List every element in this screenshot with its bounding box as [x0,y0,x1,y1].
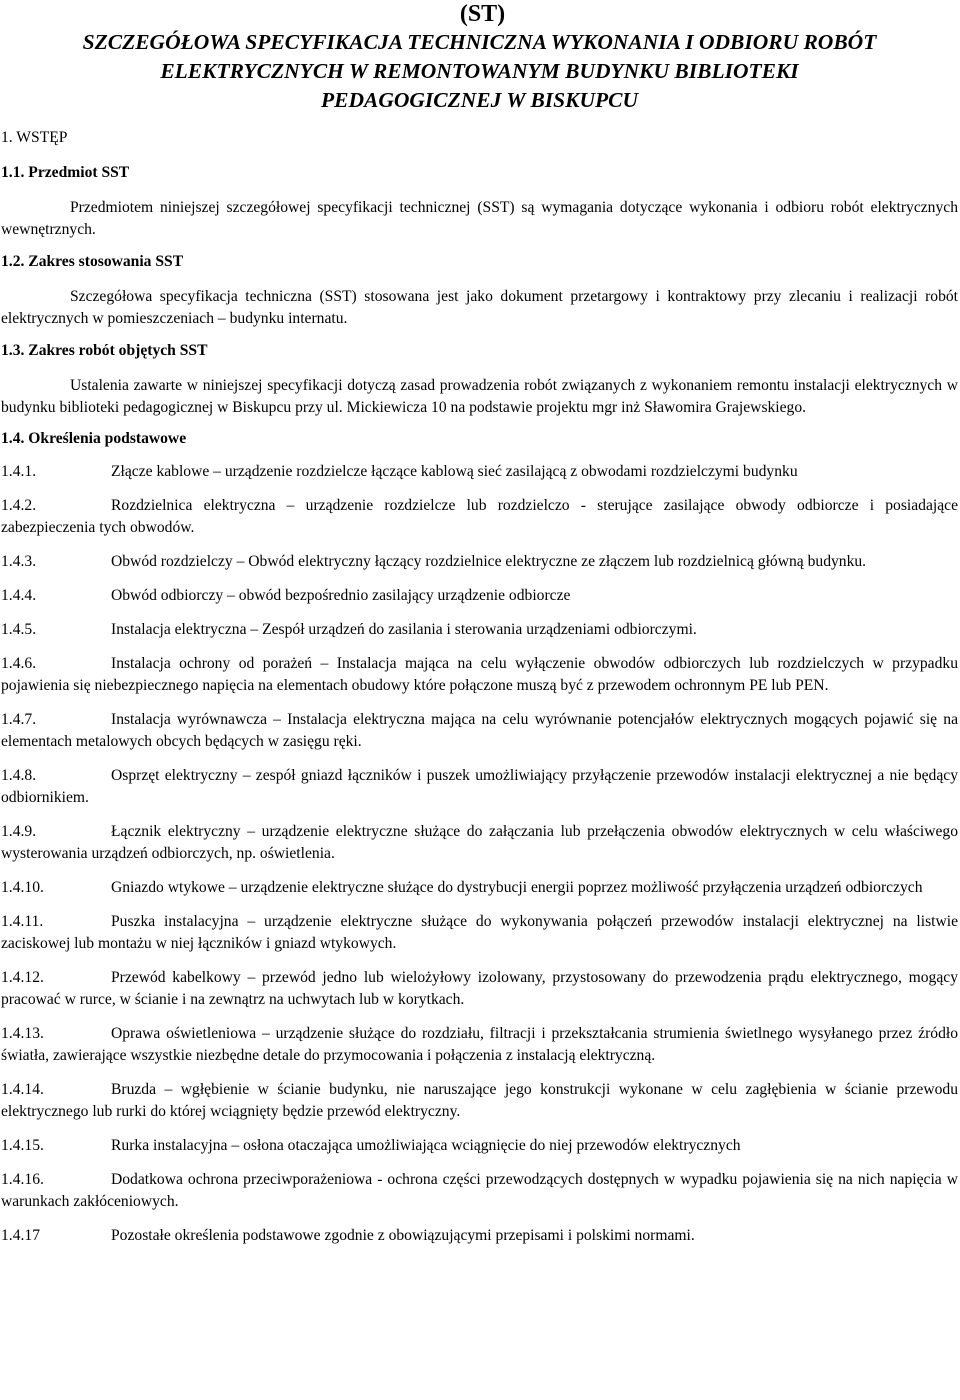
definition-item [1,495,958,539]
definition-number: 1.4.10. [1,879,44,896]
definition-text: Złącze kablowe – urządzenie rozdzielcze łączące kablową sieć zasilającą z obwodami rozdzielczymi budynku [111,463,798,480]
definition-item [1,461,958,483]
paragraph-1-2: Szczegółowa specyfikacja techniczna (SST) stosowana jest jako dokument przetargowy i kontraktowy przy zlecaniu i realizacji robót elektrycznych w pomieszczeniach – budynku internatu. [1,288,958,327]
definition-text: Instalacja wyrównawcza – Instalacja elektryczna mająca na celu wyrównanie potencjałów elektrycznych mogących pojawić się na elementach metalowych obcych będących w zasięgu ręki. [1,711,958,750]
definition-text: Gniazdo wtykowe – urządzenie elektryczne służące do dystrybucji energii poprzez możliwość przyłączenia urządzeń odbiorczych [111,879,923,896]
title-line-3: PEDAGOGICZNEJ W BISKUPCU [321,88,638,112]
definition-text: Rurka instalacyjna – osłona otaczająca umożliwiająca wciągnięcie do niej przewodów elektrycznych [111,1137,741,1154]
definition-text: Łącznik elektryczny – urządzenie elektryczne służące do załączania lub przełączenia obwodów elektrycznych w celu właściwego wysterowania urządzeń odbiorczych, np. oświetlenia. [1,823,958,862]
heading-1-1: 1.1. Przedmiot SST [1,164,130,181]
definition-item [1,877,958,899]
spec-code: (ST) [459,1,506,27]
definition-item [1,967,958,1011]
definition-item [1,585,958,607]
definition-text: Obwód odbiorczy – obwód bezpośrednio zasilający urządzenie odbiorcze [111,587,571,604]
definition-number: 1.4.12. [1,969,44,986]
definition-number: 1.4.7. [1,711,37,728]
definition-number: 1.4.9. [1,823,37,840]
definition-item [1,551,958,573]
definition-number: 1.4.5. [1,621,37,638]
definition-item [1,1135,958,1157]
title-line-2: ELEKTRYCZNYCH W REMONTOWANYM BUDYNKU BIBLIOTEKI [160,59,799,83]
heading-1-4: 1.4. Określenia podstawowe [1,430,187,447]
definition-item [1,821,958,865]
document-title [1,28,958,115]
definition-item [1,709,958,753]
definition-text: Rozdzielnica elektryczna – urządzenie rozdzielcze lub rozdzielczo - sterujące zasilające obwody odbiorcze i posiadające zabezpieczenia tych obwodów. [1,497,958,536]
definition-number: 1.4.14. [1,1081,44,1098]
heading-1-2: 1.2. Zakres stosowania SST [1,253,184,270]
definition-number: 1.4.6. [1,655,37,672]
definition-item [1,911,958,955]
definition-number: 1.4.3. [1,553,37,570]
definition-text: Bruzda – wgłębienie w ścianie budynku, nie naruszające jego konstrukcji wykonane w celu zagłębienia w ścianie przewodu elektrycznego lub rurki do której wciągnięty będzie przewód elektryczny. [1,1081,958,1120]
definition-text: Puszka instalacyjna – urządzenie elektryczne służące do wykonywania połączeń przewodów instalacji elektrycznej na listwie zaciskowej lub montażu w niej łączników i gniazd wtykowych. [1,913,958,952]
definition-number: 1.4.16. [1,1171,44,1188]
definition-number: 1.4.15. [1,1137,44,1154]
definition-text: Oprawa oświetleniowa – urządzenie służące do rozdziału, filtracji i przekształcania strumienia świetlnego wysyłanego przez źródło światła, zawierające wszystkie niezbędne detale do przymocowania i połączenia z instalacją elektryczną. [1,1025,958,1064]
definition-item [1,1169,958,1213]
definition-text: Instalacja ochrony od porażeń – Instalacja mająca na celu wyłączenie obwodów odbiorczych lub rozdzielczych w przypadku pojawienia się niebezpiecznego napięcia na elementach obudowy które połączone muszą być z przewodem ochronnym PE lub PEN. [1,655,958,694]
definitions-list [1,461,958,1247]
definition-text: Pozostałe określenia podstawowe zgodnie z obowiązującymi przepisami i polskimi normami. [111,1227,695,1244]
heading-1-3: 1.3. Zakres robót objętych SST [1,342,208,359]
definition-number: 1.4.8. [1,767,37,784]
definition-number: 1.4.17 [1,1227,40,1244]
definition-item [1,1079,958,1123]
definition-item [1,1225,958,1247]
definition-item [1,765,958,809]
definition-number: 1.4.4. [1,587,37,604]
definition-text: Dodatkowa ochrona przeciwporażeniowa - ochrona części przewodzących dostępnych w wypadku pojawienia się na nich napięcia w warunkach zakłóceniowych. [1,1171,958,1210]
definition-text: Instalacja elektryczna – Zespół urządzeń do zasilania i sterowania urządzeniami odbiorczymi. [111,621,697,638]
definition-text: Obwód rozdzielczy – Obwód elektryczny łączący rozdzielnice elektryczne ze złączem lub rozdzielnicą główną budynku. [111,553,867,570]
definition-number: 1.4.13. [1,1025,44,1042]
definition-item [1,653,958,697]
definition-text: Przewód kabelkowy – przewód jedno lub wielożyłowy izolowany, przystosowany do przewodzenia prądu elektrycznego, mogący pracować w rurce, w ścianie i na zewnątrz na uchwytach lub w korytkach. [1,969,958,1008]
definition-item [1,619,958,641]
paragraph-1-3: Ustalenia zawarte w niniejszej specyfikacji dotyczą zasad prowadzenia robót związanych z wykonaniem remontu instalacji elektrycznych w budynku biblioteki pedagogicznej w Biskupcu przy ul. Mickiewicza 10 na podstawie projektu mgr inż Sławomira Grajewskiego. [1,377,958,416]
section-heading-intro: 1. WSTĘP [1,129,68,146]
definition-text: Osprzęt elektryczny – zespół gniazd łączników i puszek umożliwiający przyłączenie przewodów instalacji elektrycznej a nie będący odbiornikiem. [1,767,958,806]
definition-number: 1.4.1. [1,463,37,480]
definition-number: 1.4.2. [1,497,37,514]
paragraph-1-1: Przedmiotem niniejszej szczegółowej specyfikacji technicznej (SST) są wymagania dotyczące wykonania i odbioru robót elektrycznych wewnętrznych. [1,199,958,238]
definition-number: 1.4.11. [1,913,44,930]
definition-item [1,1023,958,1067]
title-line-1: SZCZEGÓŁOWA SPECYFIKACJA TECHNICZNA WYKONANIA I ODBIORU ROBÓT [82,30,877,54]
